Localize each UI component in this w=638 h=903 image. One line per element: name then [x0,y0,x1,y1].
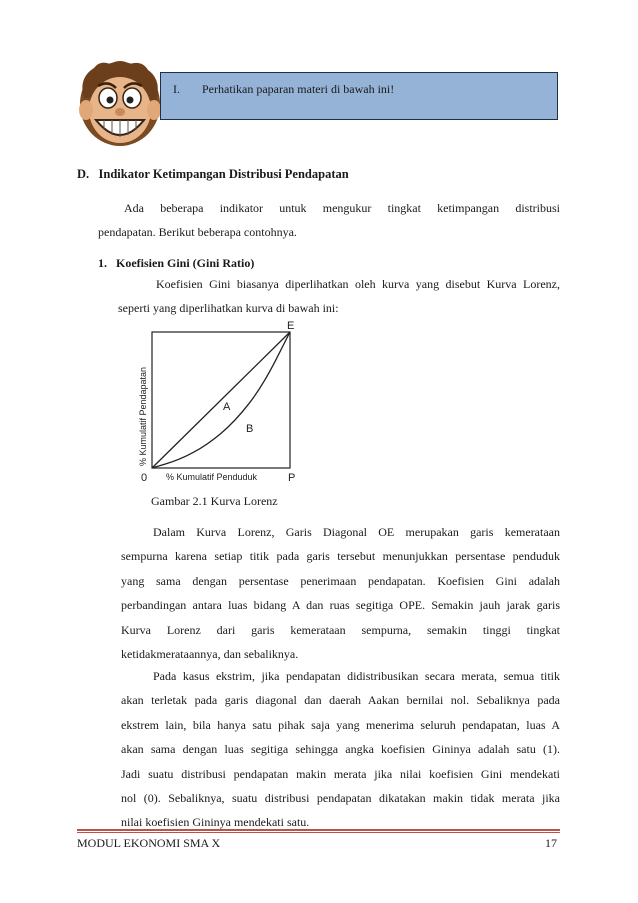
footer-rule [77,829,560,831]
instruction-text: Perhatikan paparan materi di bawah ini! [202,82,395,96]
section-heading: D. Indikator Ketimpangan Distribusi Pendapatan [77,167,349,181]
paragraph-line: nol (0). Sebaliknya, suatu distribusi pendapatan dikatakan makin tidak merata jika [121,791,560,806]
figure-caption: Gambar 2.1 Kurva Lorenz [151,494,278,508]
paragraph-line: Jadi suatu distribusi pendapatan makin merata jika nilai koefisien Gini mendekati [121,766,560,781]
area-b-label: B [246,423,254,435]
y-axis-label: % Kumulatif Pendapatan [138,366,148,466]
equality-line [152,332,290,468]
point-e-label: E [287,320,295,332]
paragraph-line: seperti yang diperlihatkan kurva di bawah ini: [118,301,339,316]
paragraph-line: Dalam Kurva Lorenz, Garis Diagonal OE merupakan garis kemerataan [153,525,560,539]
paragraph-line: sempurna karena setiap titik pada garis tersebut menunjukkan persentase penduduk [121,549,560,564]
paragraph-line: Ada beberapa indikator untuk mengukur tingkat ketimpangan distribusi [124,201,560,215]
origin-label: 0 [141,472,148,484]
paragraph-line: perbandingan antara luas bidang A dan ruas segitiga OPE. Semakin jauh jarak garis [121,598,560,613]
paragraph-line: ekstrem lain, bila hanya satu pihak saja yang menerima seluruh pendapatan, luas A [121,717,560,732]
page-number: 17 [545,836,557,850]
paragraph-line: Koefisien Gini biasanya diperlihatkan oleh kurva yang disebut Kurva Lorenz, [156,277,560,291]
gini-heading: 1. Koefisien Gini (Gini Ratio) [98,256,255,270]
instruction-box [160,72,558,120]
gini-paragraph [118,272,560,321]
extreme-paragraph [121,664,560,835]
footer-module-title: MODUL EKONOMI SMA X [77,836,221,850]
lorenz-paragraph [121,520,560,666]
paragraph-line: ketidakmerataannya, dan sebaliknya. [121,647,299,662]
paragraph-line: yang sama dengan persentase penerimaan pendapatan. Koefisien Gini adalah [121,573,560,588]
paragraph-line: akan terletak pada garis diagonal dan daerah Aakan bernilai nol. Sebaliknya pada [121,693,560,708]
area-a-label: A [223,401,231,413]
instruction-number: I. [173,82,180,96]
paragraph-line: nilai koefisien Gininya mendekati satu. [121,815,310,830]
lorenz-chart [120,318,320,488]
paragraph-line: Kurva Lorenz dari garis kemerataan sempurna, semakin tinggi tingkat [121,622,560,637]
paragraph-line: Pada kasus ekstrim, jika pendapatan didistribusikan secara merata, semua titik [153,669,560,683]
point-p-label: P [288,472,296,484]
mascot-illustration [76,58,164,150]
paragraph-line: pendapatan. Berikut beberapa contohnya. [98,225,297,240]
intro-paragraph [98,196,560,245]
x-axis-label: % Kumulatif Penduduk [166,472,258,482]
footer-rule [77,832,560,833]
paragraph-line: akan sama dengan luas segitiga sehingga angka koefisien Gininya adalah satu (1). [121,742,560,757]
